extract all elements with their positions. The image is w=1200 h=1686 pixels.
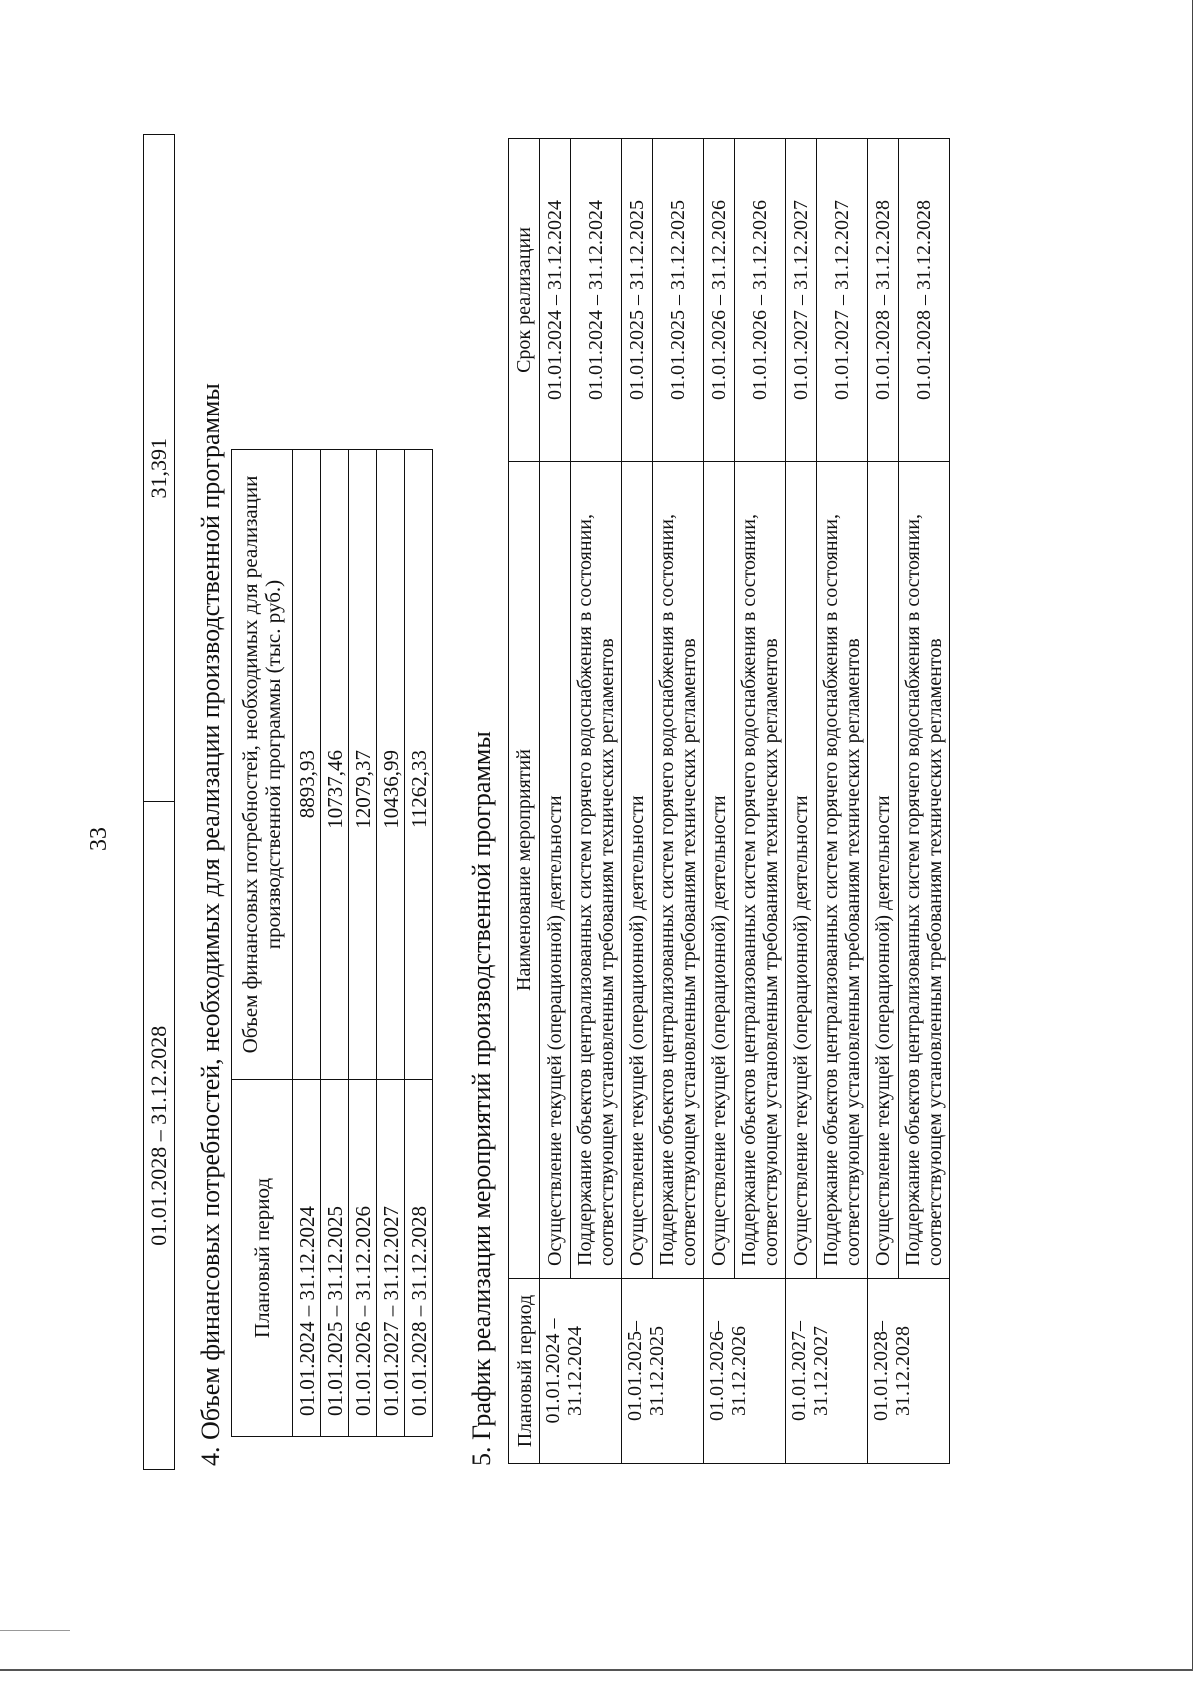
term-cell: 01.01.2027 – 31.12.2027 <box>817 139 868 462</box>
activity-cell: Осуществление текущей (операционной) деятельности <box>786 462 817 1279</box>
table-row <box>817 139 868 1464</box>
activity-cell: Поддержание объектов централизованных систем горячего водоснабжения в состоянии, соответствующем установленным требованиям технических регламентов <box>735 462 786 1279</box>
term-cell: 01.01.2027 – 31.12.2027 <box>786 139 817 462</box>
period-cell: 01.01.2027– 31.12.2027 <box>786 1279 868 1464</box>
table-row <box>571 139 622 1464</box>
term-cell: 01.01.2025 – 31.12.2025 <box>622 139 653 462</box>
table-row <box>377 450 405 1437</box>
table-row <box>735 139 786 1464</box>
table-row <box>622 139 653 1464</box>
table-row <box>540 139 571 1464</box>
remnant-value: 31,391 <box>144 135 175 803</box>
activity-cell: Поддержание объектов централизованных систем горячего водоснабжения в состоянии, соответствующем установленным требованиям технических регламентов <box>571 462 622 1279</box>
period-cell: 01.01.2024 – 31.12.2024 <box>293 1080 321 1437</box>
table-row <box>704 139 735 1464</box>
table-row <box>899 139 950 1464</box>
header-period: Плановый период <box>509 1279 540 1464</box>
page-number: 33 <box>86 827 112 851</box>
table-row <box>653 139 704 1464</box>
term-cell: 01.01.2026 – 31.12.2026 <box>735 139 786 462</box>
term-cell: 01.01.2028 – 31.12.2028 <box>868 139 899 462</box>
table-header-row <box>509 139 540 1464</box>
value-cell: 8893,93 <box>293 450 321 1080</box>
period-cell: 01.01.2026 – 31.12.2026 <box>349 1080 377 1437</box>
table-header-row <box>232 450 293 1437</box>
table-row <box>321 450 349 1437</box>
header-volume: Объем финансовых потребностей, необходимых для реализации производственной программы (тыс. руб.) <box>232 450 293 1080</box>
period-cell: 01.01.2026– 31.12.2026 <box>704 1279 786 1464</box>
term-cell: 01.01.2024 – 31.12.2024 <box>571 139 622 462</box>
activity-cell: Осуществление текущей (операционной) деятельности <box>868 462 899 1279</box>
schedule-table <box>508 138 950 1464</box>
remnant-period: 01.01.2028 – 31.12.2028 <box>144 802 175 1470</box>
header-period: Плановый период <box>232 1080 293 1437</box>
value-cell: 10436,99 <box>377 450 405 1080</box>
value-cell: 11262,33 <box>405 450 433 1080</box>
activity-cell: Поддержание объектов централизованных систем горячего водоснабжения в состоянии, соответствующем установленным требованиям технических регламентов <box>899 462 950 1279</box>
activity-cell: Поддержание объектов централизованных систем горячего водоснабжения в состоянии, соответствующем установленным требованиям технических регламентов <box>653 462 704 1279</box>
section-5-title: 5. График реализации мероприятий производственной программы <box>467 731 496 1466</box>
section-4-title: 4. Объем финансовых потребностей, необходимых для реализации производственной программы <box>196 383 225 1466</box>
activity-cell: Осуществление текущей (операционной) деятельности <box>704 462 735 1279</box>
header-name: Наименование мероприятий <box>509 462 540 1279</box>
period-cell: 01.01.2027 – 31.12.2027 <box>377 1080 405 1437</box>
period-cell: 01.01.2025 – 31.12.2025 <box>321 1080 349 1437</box>
period-cell: 01.01.2028 – 31.12.2028 <box>405 1080 433 1437</box>
period-cell: 01.01.2024 – 31.12.2024 <box>540 1279 622 1464</box>
header-term: Срок реализации <box>509 139 540 462</box>
activity-cell: Осуществление текущей (операционной) деятельности <box>540 462 571 1279</box>
period-cell: 01.01.2025– 31.12.2025 <box>622 1279 704 1464</box>
table-row <box>868 139 899 1464</box>
value-cell: 10737,46 <box>321 450 349 1080</box>
activity-cell: Осуществление текущей (операционной) деятельности <box>622 462 653 1279</box>
activity-cell: Поддержание объектов централизованных систем горячего водоснабжения в состоянии, соответствующем установленным требованиям технических регламентов <box>817 462 868 1279</box>
table-row <box>405 450 433 1437</box>
term-cell: 01.01.2025 – 31.12.2025 <box>653 139 704 462</box>
value-cell: 12079,37 <box>349 450 377 1080</box>
table-row <box>349 450 377 1437</box>
term-cell: 01.01.2026 – 31.12.2026 <box>704 139 735 462</box>
financial-needs-table <box>231 449 433 1437</box>
term-cell: 01.01.2024 – 31.12.2024 <box>540 139 571 462</box>
table-remnant <box>143 134 175 1470</box>
table-row <box>786 139 817 1464</box>
period-cell: 01.01.2028– 31.12.2028 <box>868 1279 950 1464</box>
term-cell: 01.01.2028 – 31.12.2028 <box>899 139 950 462</box>
table-row <box>144 135 175 1470</box>
table-row <box>293 450 321 1437</box>
